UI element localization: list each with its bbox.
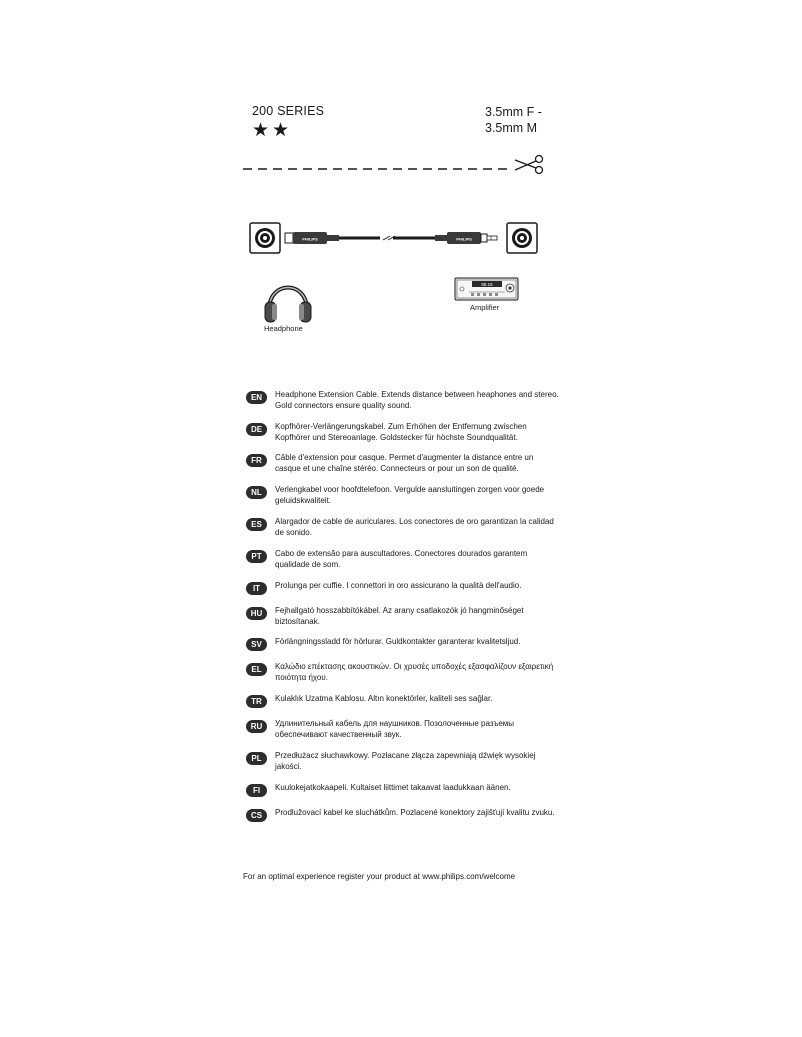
cable-spec (485, 104, 542, 136)
product-diagram (245, 218, 557, 338)
language-badge: EN (246, 391, 267, 404)
language-text: Kopfhörer-Verlängerungskabel. Zum Erhöhen der Entfernung zwischen Kopfhörer und Stereoanlage. Goldstecker für höchste Soundqualität. (275, 422, 527, 442)
brand-label-left: PHILIPS (302, 236, 318, 242)
lang-row-fr (246, 452, 566, 474)
series-title: 200 SERIES (252, 104, 325, 118)
amplifier-label: Amplifier (470, 303, 500, 312)
language-text: Alargador de cable de auriculares. Los conectores de oro garantizan la calidad de sonido. (275, 517, 554, 537)
lang-row-de (246, 421, 566, 443)
amp-display-readout: 88.16 (481, 281, 493, 287)
brand-label-right: PHILIPS (456, 236, 472, 242)
lang-row-fi (246, 782, 566, 797)
cut-line (243, 152, 548, 174)
language-text: Headphone Extension Cable. Extends distance between heaphones and stereo. Gold connectors ensure quality sound. (275, 390, 559, 410)
language-badge: SV (246, 638, 267, 651)
language-badge: FR (246, 454, 267, 467)
spec-line-2: 3.5mm M (485, 121, 538, 135)
lang-row-el (246, 661, 566, 683)
lang-row-pt (246, 548, 566, 570)
lang-row-cs (246, 807, 566, 822)
language-text: Удлинительный кабель для наушников. Позолоченные разъемы обеспечивают качественный звук. (275, 719, 515, 739)
lang-row-pl (246, 750, 566, 772)
male-jack-icon (507, 223, 537, 253)
language-badge: DE (246, 423, 267, 436)
lang-row-es (246, 516, 566, 538)
language-text: Καλώδιο επέκτασης ακουστικών. Οι χρυσές υποδοχές εξασφαλίζουν εξαιρετική ποιότητα ήχου. (275, 662, 554, 682)
footer-register-text: For an optimal experience register your product at www.philips.com/welcome (243, 872, 516, 881)
male-connector-icon (435, 232, 497, 244)
amplifier-icon (455, 278, 518, 300)
lang-row-nl (246, 484, 566, 506)
language-badge: FI (246, 784, 267, 797)
language-badge: PT (246, 550, 267, 563)
lang-row-tr (246, 693, 566, 708)
language-text: Verlengkabel voor hoofdtelefoon. Vergulde aansluitingen zorgen voor goede geluidskwaliteit. (275, 485, 545, 505)
language-text: Fejhallgató hosszabbítókábel. Az arany csatlakozók jó hangminőséget biztosítanak. (275, 606, 524, 626)
language-text: Prolunga per cuffie. I connettori in oro assicurano la qualità dell'audio. (275, 581, 522, 590)
language-text: Przedłużacz słuchawkowy. Pozłacane złącza zapewniają dźwięk wysokiej jakości. (275, 751, 536, 771)
language-badge: TR (246, 695, 267, 708)
headphone-label: Headphone (264, 324, 303, 333)
language-text: Prodlužovací kabel ke sluchátkům. Pozlacené konektory zajišťují kvalitu zvuku. (275, 808, 555, 817)
lang-row-ru (246, 718, 566, 740)
language-badge: IT (246, 582, 267, 595)
language-text: Câble d'extension pour casque. Permet d'augmenter la distance entre un casque et une chaîne stéréo. Connecteurs or pour un son de qualité. (275, 453, 534, 473)
lang-row-hu (246, 605, 566, 627)
headphone-icon (265, 288, 311, 323)
language-text: Kuulokejatkokaapeli. Kultaiset liittimet takaavat laadukkaan äänen. (275, 783, 511, 792)
language-text: Kulaklık Uzatma Kablosu. Altın konektörler, kaliteli ses sağlar. (275, 694, 493, 703)
lang-row-sv (246, 636, 566, 651)
language-description-list (246, 389, 566, 822)
lang-row-en (246, 389, 566, 411)
cable-icon (339, 236, 435, 240)
scissors-icon (515, 156, 543, 174)
female-connector-icon (285, 232, 339, 244)
lang-row-it (246, 580, 566, 595)
language-badge: RU (246, 720, 267, 733)
language-badge: NL (246, 486, 267, 499)
language-badge: ES (246, 518, 267, 531)
female-jack-icon (250, 223, 280, 253)
language-text: Cabo de extensão para auscultadores. Conectores dourados garantem qualidade de som. (275, 549, 528, 569)
language-text: Förlängningssladd för hörlurar. Guldkontakter garanterar kvalitetsljud. (275, 637, 521, 646)
spec-line-1: 3.5mm F - (485, 105, 542, 119)
language-badge: PL (246, 752, 267, 765)
language-badge: EL (246, 663, 267, 676)
language-badge: HU (246, 607, 267, 620)
rating-stars: ★★ (252, 120, 293, 141)
language-badge: CS (246, 809, 267, 822)
